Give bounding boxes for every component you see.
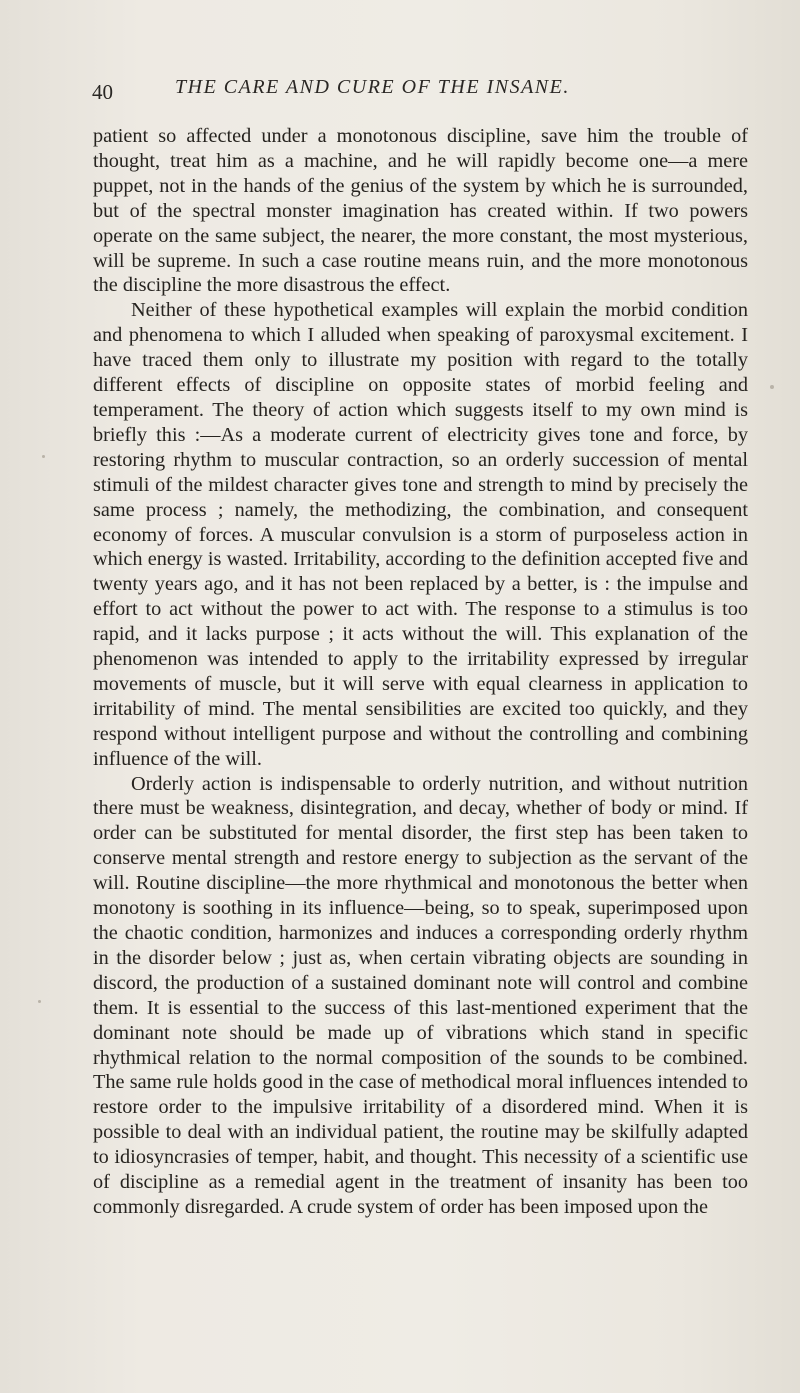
running-title: THE CARE AND CURE OF THE INSANE. bbox=[175, 76, 570, 98]
paper-speck bbox=[42, 455, 45, 458]
paper-speck bbox=[770, 385, 774, 389]
body-text bbox=[93, 124, 748, 1220]
page-header bbox=[90, 74, 750, 110]
paragraph-continued: patient so affected under a monotonous discipline, save him the trouble of thought, treat him as a machine, and he will rapidly become one—a mere puppet, not in the hands of the genius of the system by which he is surrounded, but of the spectral monster imagination has created within. If two powers operate on the same subject, the nearer, the more constant, the most mysterious, will be supreme. In such a case routine means ruin, and the more monotonous the discipline the more disastrous the effect. bbox=[93, 125, 748, 297]
paragraph: Orderly action is indispensable to orderly nutrition, and without nutrition there must be weakness, disintegration, and decay, whether of body or mind. If order can be substituted for mental disorder, the first step has been taken to conserve mental strength and restore energy to subjection as the servant of the will. Routine discipline—the more rhythmical and monotonous the better when monotony is soothing in its influence—being, so to speak, superimposed upon the chaotic condition, harmonizes and induces a corresponding orderly rhythm in the disorder below ; just as, when certain vibrating objects are sounding in discord, the production of a sustained dominant note will control and combine them. It is essential to the success of this last-mentioned experiment that the dominant note should be made up of vibrations which stand in specific rhythmical relation to the normal composition of the sounds to be combined. The same rule holds good in the case of methodical moral influences intended to restore order to the impulsive irritability of a disordered mind. When it is possible to deal with an individual patient, the routine may be skilfully adapted to idiosyncrasies of temper, habit, and thought. This necessity of a scientific use of discipline as a remedial agent in the treatment of insanity has been too commonly disregarded. A crude system of order has been imposed upon the bbox=[93, 772, 748, 1218]
paper-speck bbox=[38, 1000, 41, 1003]
page-number: 40 bbox=[92, 80, 113, 104]
paragraph: Neither of these hypothetical examples will explain the morbid condition and phenomena to which I alluded when speaking of paroxysmal excitement. I have traced them only to illustrate my position with regard to the totally different effects of discipline on opposite states of morbid feeling and temperament. The theory of action which suggests itself to my own mind is briefly this :—As a moderate current of electricity gives tone and force, by restoring rhythm to muscular contraction, so an orderly succession of mental stimuli of the mildest character gives tone and strength to mind by precisely the same process ; namely, the methodizing, the combination, and consequent economy of forces. A muscular convulsion is a storm of purposeless action in which energy is wasted. Irritability, according to the definition accepted five and twenty years ago, and it has not been replaced by a better, is : the impulse and effort to act without the power to act with. The response to a stimulus is too rapid, and it lacks purpose ; it acts without the will. This explanation of the phenomenon was intended to apply to the irritability expressed by irregular movements of muscle, but it will serve with equal clearness in application to irritability of mind. The mental sensibilities are excited too quickly, and they respond without intelligent purpose and without the controlling and combining influence of the will. bbox=[93, 299, 748, 770]
